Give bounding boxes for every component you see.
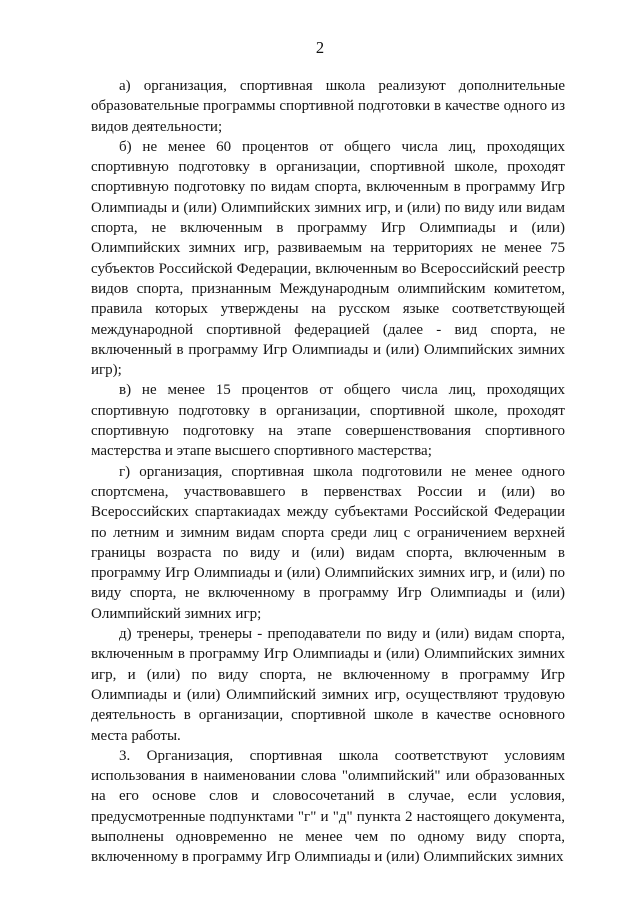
paragraph-item-g: г) организация, спортивная школа подготовили не менее одного спортсмена, участвовавшего в первенствах России и (или) во Всероссийских спартакиадах между субъектами Российской Федерации по летним и зимним видам спорта среди лиц с ограничением верхней границы возраста по виду и (или) видам спорта, включенным в программу Игр Олимпиады и (или) Олимпийских зимних игр, и (или) по виду спорта, не включенному в программу Игр Олимпиады и (или) Олимпийский зимних игр; (91, 463, 565, 622)
document-body (91, 76, 565, 868)
paragraph-item-d: д) тренеры, тренеры - преподаватели по виду и (или) видам спорта, включенным в программу Игр Олимпиады и (или) Олимпийских зимних игр, и (или) по виду спорта, не включенному в программу Игр Олимпиады и (или) Олимпийский зимних игр, осуществляют трудовую деятельность в организации, спортивной школе в качестве основного места работы. (91, 626, 565, 744)
paragraph-item-b: б) не менее 60 процентов от общего числа лиц, проходящих спортивную подготовку в организации, спортивной школе, проходят спортивную подготовку по видам спорта, включенным в программу Игр Олимпиады и (или) Олимпийских зимних игр, и (или) по виду или видам спорта, не включенным в программу Игр Олимпиады и (или) Олимпийских зимних игр, развиваемым на территориях не менее 75 субъектов Российской Федерации, включенным во Всероссийский реестр видов спорта, признанным Международным олимпийским комитетом, правила которых утверждены на русском языке соответствующей международной спортивной федерацией (далее - вид спорта, не включенный в программу Игр Олимпиады и (или) Олимпийских зимних игр); (91, 138, 565, 379)
paragraph-item-a: а) организация, спортивная школа реализуют дополнительные образовательные программы спортивной подготовки в качестве одного из видов деятельности; (91, 78, 565, 135)
page-number: 2 (315, 38, 325, 57)
paragraph-clause-3: 3. Организация, спортивная школа соответствуют условиям использования в наименовании слова "олимпийский" или образованных на его основе слов и словосочетаний в случае, если условия, предусмотренные подпунктами "г" и "д" пункта 2 настоящего документа, выполнены одновременно не менее чем по одному виду спорта, включенному в программу Игр Олимпиады и (или) Олимпийских зимних (91, 747, 565, 866)
paragraph-item-v: в) не менее 15 процентов от общего числа лиц, проходящих спортивную подготовку в организации, спортивной школе, проходят спортивную подготовку на этапе совершенствования спортивного мастерства и этапе высшего спортивного мастерства; (91, 382, 565, 460)
